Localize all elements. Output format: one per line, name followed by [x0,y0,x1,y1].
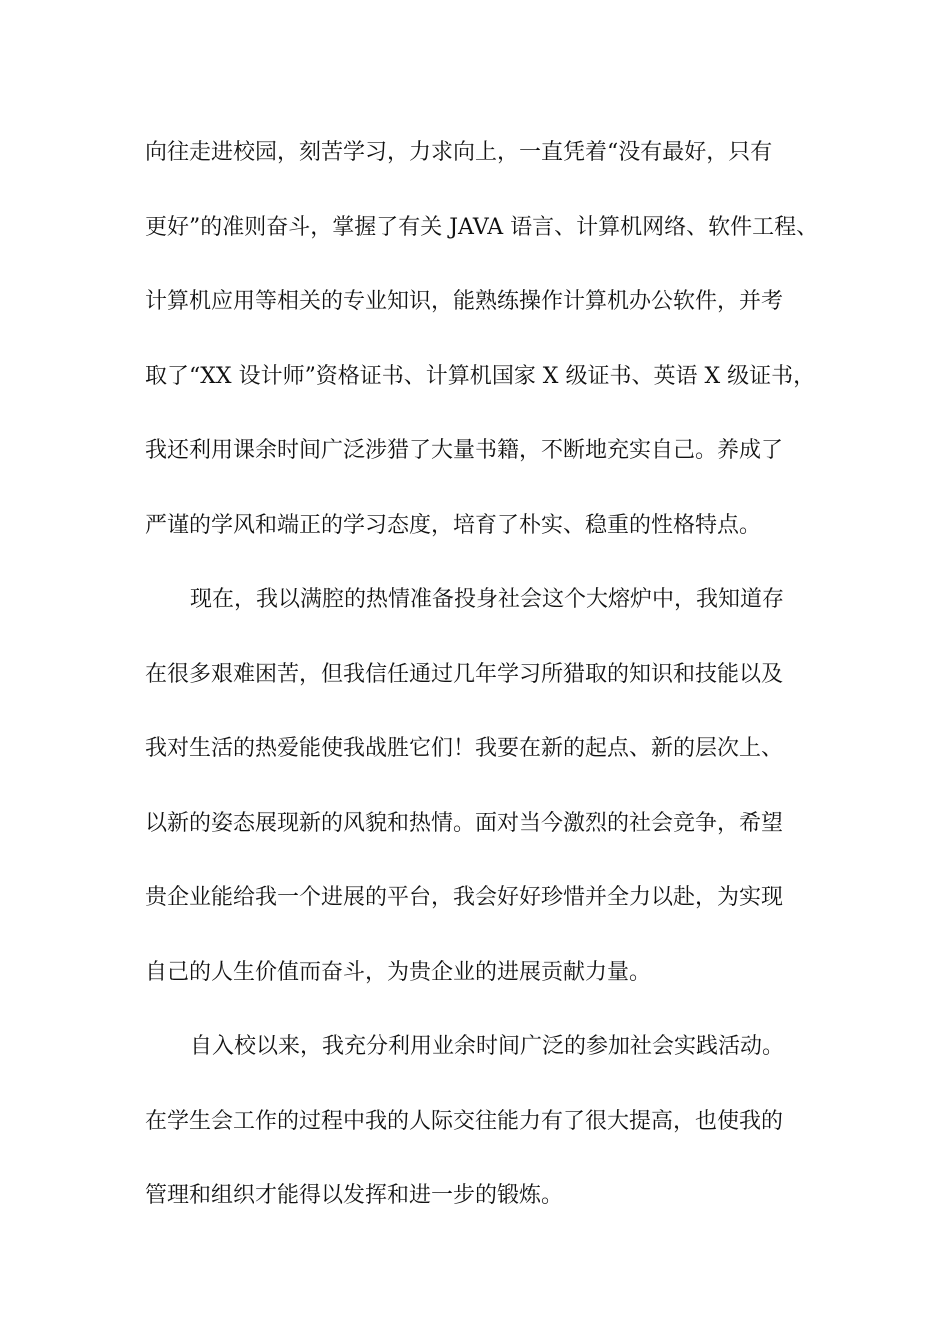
text-line: 管理和组织才能得以发挥和进一步的锻炼。 [145,1183,564,1208]
text-line: 以新的姿态展现新的风貌和热情。面对当今激烈的社会竞争，希望 [145,810,784,836]
text-line: 向往走进校园，刻苦学习，力求向上，一直凭着“没有最好，只有 [145,140,773,165]
body-text [145,135,845,1253]
paragraph-start-line: 自入校以来，我充分利用业余时间广泛的参加社会实践活动。 [190,1034,785,1059]
text-line: 计算机应用等相关的专业知识，能熟练操作计算机办公软件，并考 [145,289,784,314]
text-line: 贵企业能给我一个进展的平台，我会好好珍惜并全力以赴，为实现 [145,885,784,910]
text-line: 自己的人生价值而奋斗，为贵企业的进展贡献力量。 [145,959,652,985]
text-line: 严谨的学风和端正的学习态度，培育了朴实、稳重的性格特点。 [145,512,762,538]
text-line: 我对生活的热爱能使我战胜它们！我要在新的起点、新的层次上、 [145,736,784,761]
text-line: 在学生会工作的过程中我的人际交往能力有了很大提高，也使我的 [145,1108,784,1134]
text-line: 更好”的准则奋斗，掌握了有关 JAVA 语言、计算机网络、软件工程、 [145,214,819,240]
paragraph-start-line: 现在，我以满腔的热情准备投身社会这个大熔炉中，我知道存 [190,587,785,612]
text-line: 在很多艰难困苦，但我信任通过几年学习所猎取的知识和技能以及 [145,661,784,687]
text-line: 取了“XX 设计师”资格证书、计算机国家 X 级证书、英语 X 级证书， [145,363,816,389]
text-line: 我还利用课余时间广泛涉猎了大量书籍，不断地充实自己。养成了 [145,438,784,463]
